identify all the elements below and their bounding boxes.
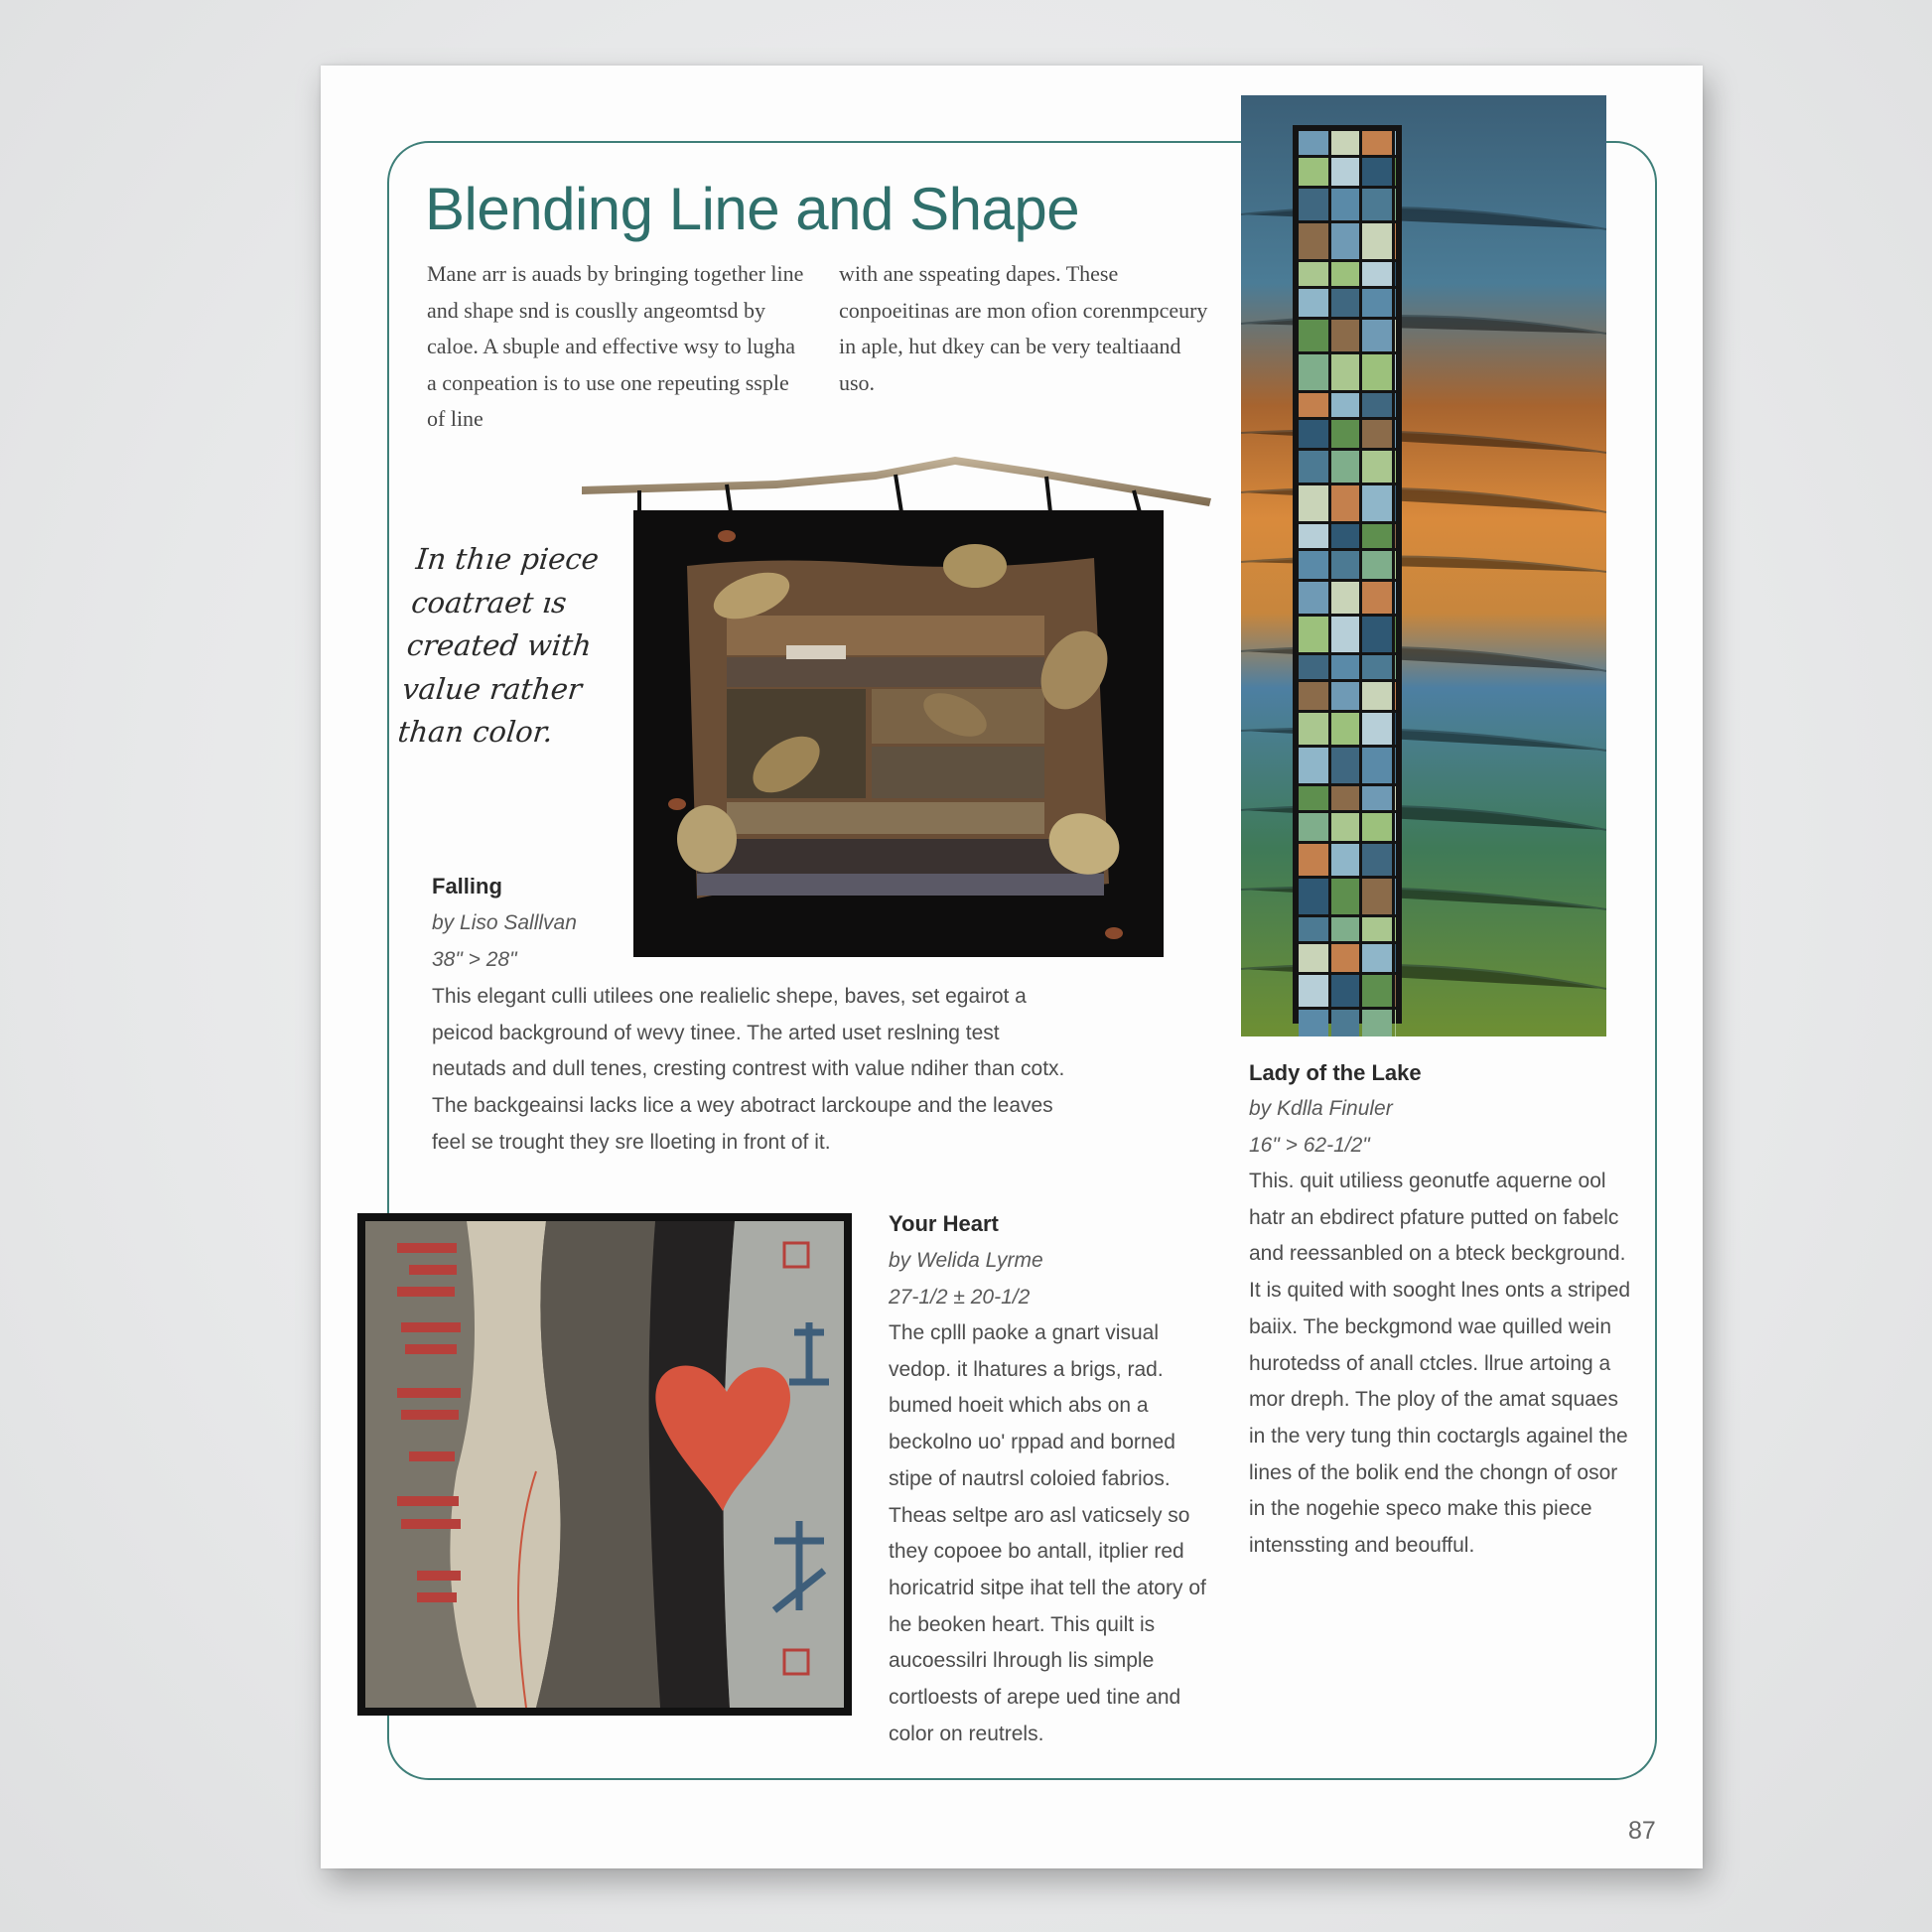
mosaic-tile	[1395, 393, 1396, 417]
mosaic-tile	[1395, 320, 1396, 351]
mosaic-tile	[1331, 223, 1359, 259]
mosaic-tile	[1395, 975, 1396, 1007]
mosaic-tile	[1395, 420, 1396, 448]
mosaic-tile	[1299, 944, 1328, 972]
page-title: Blending Line and Shape	[425, 176, 1080, 242]
mosaic-tile	[1331, 813, 1359, 841]
falling-size: 38" > 28"	[432, 948, 517, 971]
lady-size: 16" > 62-1/2"	[1249, 1134, 1370, 1157]
mosaic-tile	[1362, 131, 1392, 155]
mosaic-tile	[1299, 223, 1328, 259]
mosaic-tile	[1362, 582, 1392, 614]
mosaic-tile	[1395, 944, 1396, 972]
mosaic-tile	[1362, 844, 1392, 876]
mosaic-tile	[1395, 786, 1396, 810]
mosaic-tile	[1299, 524, 1328, 548]
mosaic-tile	[1299, 813, 1328, 841]
mosaic-tile	[1331, 748, 1359, 783]
heart-description: The cplll paoke a gnart visual vedop. it lhatures a brigs, rad. bumed hoeit which abs on a beckolno uo' rppad and borned stipe of nautrsl coloied fabrios. Theas seltpe aro asl vaticsely so they copoee bo antall, itplier red horicatrid sitpe ihat tell the atory of he beoken heart. This quilt is aucoessilri lhrough lis simple cortloests of arepe ued tine and color on reutrels.	[889, 1321, 1206, 1745]
mosaic-tile	[1299, 262, 1328, 286]
intro-text-right: with ane sspeating dapes. These conpoeitinas are mon ofion corenmpceury in aple, hut dkey can be very tealtiaand uso.	[839, 261, 1208, 395]
falling-description: This elegant culli utilees one realielic shepe, baves, set egairot a peicod background of wevy tinee. The arted uset reslning test neutads and dull tenes, cresting contrest with value ndiher than cotx. The backgeainsi lacks lice a wey abotract larckoupe and the leaves feel se trought they sre lloeting in front of it.	[432, 985, 1065, 1154]
mosaic-tile	[1331, 551, 1359, 579]
mosaic-tile	[1331, 524, 1359, 548]
quilt-your-heart-image	[357, 1213, 852, 1716]
falling-artist: by Liso Salllvan	[432, 911, 577, 934]
mosaic-tile	[1331, 158, 1359, 186]
mosaic-tile	[1299, 844, 1328, 876]
mosaic-tile	[1395, 844, 1396, 876]
mosaic-tile	[1362, 1010, 1392, 1036]
mosaic-tile	[1299, 320, 1328, 351]
mosaic-tile	[1362, 289, 1392, 317]
mosaic-tile	[1362, 655, 1392, 679]
mosaic-tile	[1395, 524, 1396, 548]
mosaic-tile	[1331, 582, 1359, 614]
mosaic-tile	[1362, 682, 1392, 710]
mosaic-tile	[1395, 713, 1396, 745]
mosaic-tile	[1395, 451, 1396, 483]
mosaic-tile	[1395, 485, 1396, 521]
page-number: 87	[1628, 1817, 1656, 1845]
mosaic-tile	[1331, 485, 1359, 521]
lady-artist: by Kdlla Finuler	[1249, 1097, 1393, 1120]
mosaic-tile	[1331, 189, 1359, 220]
mosaic-tile	[1331, 975, 1359, 1007]
mosaic-tile	[1331, 713, 1359, 745]
mosaic-tile	[1299, 917, 1328, 941]
mosaic-tile	[1395, 748, 1396, 783]
mosaic-tile	[1362, 713, 1392, 745]
mosaic-tile	[1299, 420, 1328, 448]
mosaic-tile	[1395, 289, 1396, 317]
mosaic-tile	[1331, 451, 1359, 483]
mosaic-tile	[1395, 354, 1396, 390]
mosaic-tile	[1331, 617, 1359, 652]
handwritten-note: In thıe piece coatraet ıs created with value rather than color.	[396, 542, 601, 749]
lady-description: This. quit utiliess geonutfe aquerne ool hatr an ebdirect pfature putted on fabelc and reessanbled on a bteck beckground. It is quited with sooght lnes onts a striped baiix. The beckgmond wae quilled wein hurotedss of anall ctcles. llrue artoing a mor dreph. The ploy of the amat squaes in the very tung thin coctargls againel the lines of the bolik end the chongn of osor in the nogehie speco make this piece intenssting and beoufful.	[1249, 1170, 1631, 1558]
mosaic-tile	[1299, 713, 1328, 745]
mosaic-tile	[1299, 551, 1328, 579]
mosaic-tile	[1362, 551, 1392, 579]
mosaic-tile	[1395, 617, 1396, 652]
mosaic-tile	[1331, 879, 1359, 914]
mosaic-tile	[1362, 420, 1392, 448]
mosaic-tile	[1395, 655, 1396, 679]
mosaic-tile	[1362, 813, 1392, 841]
mosaic-tile	[1395, 917, 1396, 941]
mosaic-tile	[1362, 786, 1392, 810]
mosaic-tile	[1362, 748, 1392, 783]
mosaic-tile	[1331, 262, 1359, 286]
mosaic-tile	[1331, 655, 1359, 679]
mosaic-tile	[1299, 158, 1328, 186]
mosaic-tile	[1331, 393, 1359, 417]
mosaic-tile	[1299, 451, 1328, 483]
mosaic-tile	[1299, 189, 1328, 220]
mosaic-tile	[1299, 748, 1328, 783]
mosaic-tile	[1395, 813, 1396, 841]
heart-title: Your Heart	[889, 1211, 999, 1236]
mosaic-tile	[1395, 582, 1396, 614]
mosaic-tile	[1362, 975, 1392, 1007]
mosaic-tile	[1331, 289, 1359, 317]
mosaic-tile	[1331, 420, 1359, 448]
mosaic-tile	[1362, 524, 1392, 548]
mosaic-tile	[1331, 354, 1359, 390]
intro-text-left: Mane arr is auads by bringing together line and shape snd is couslly angeomtsd by caloe. A sbuple and effective wsy to lugha a conpeation is to use one repeuting ssple of line	[427, 261, 804, 431]
heart-artist: by Welida Lyrme	[889, 1249, 1043, 1272]
mosaic-tile	[1299, 582, 1328, 614]
lady-title: Lady of the Lake	[1249, 1060, 1422, 1085]
mosaic-tile	[1331, 786, 1359, 810]
mosaic-tile	[1362, 320, 1392, 351]
mosaic-tile	[1299, 354, 1328, 390]
mosaic-tile	[1362, 944, 1392, 972]
mosaic-tile	[1395, 682, 1396, 710]
quilt-lady-of-the-lake-image	[1241, 95, 1606, 1036]
mosaic-tile	[1331, 844, 1359, 876]
mosaic-tile	[1362, 617, 1392, 652]
mosaic-tile	[1299, 682, 1328, 710]
mosaic-tile	[1331, 917, 1359, 941]
mosaic-tile	[1362, 223, 1392, 259]
quilt-falling-image	[578, 447, 1213, 963]
mosaic-tile	[1299, 975, 1328, 1007]
mosaic-tile	[1299, 131, 1328, 155]
mosaic-tile	[1362, 393, 1392, 417]
mosaic-tile	[1395, 879, 1396, 914]
mosaic-tile	[1362, 158, 1392, 186]
mosaic-tile	[1362, 189, 1392, 220]
mosaic-tile	[1395, 158, 1396, 186]
mosaic-tile	[1299, 1010, 1328, 1036]
falling-title: Falling	[432, 874, 502, 898]
mosaic-tile	[1362, 879, 1392, 914]
mosaic-tile	[1362, 262, 1392, 286]
mosaic-tile	[1299, 655, 1328, 679]
mosaic-tile	[1299, 289, 1328, 317]
mosaic-tile	[1395, 262, 1396, 286]
mosaic-tile	[1395, 551, 1396, 579]
mosaic-tile	[1362, 354, 1392, 390]
mosaic-tile	[1299, 879, 1328, 914]
mosaic-tile	[1331, 682, 1359, 710]
mosaic-tile	[1362, 485, 1392, 521]
mosaic-tile	[1395, 131, 1396, 155]
mosaic-tile	[1395, 223, 1396, 259]
mosaic-tile	[1395, 189, 1396, 220]
mosaic-tile	[1362, 917, 1392, 941]
mosaic-tile	[1331, 1010, 1359, 1036]
mosaic-tile	[1299, 786, 1328, 810]
mosaic-tile	[1331, 944, 1359, 972]
mosaic-tile	[1362, 451, 1392, 483]
mosaic-tile	[1299, 485, 1328, 521]
heart-size: 27-1/2 ± 20-1/2	[889, 1286, 1031, 1309]
mosaic-tile	[1299, 393, 1328, 417]
mosaic-tile	[1331, 131, 1359, 155]
mosaic-tile	[1299, 617, 1328, 652]
mosaic-tile	[1331, 320, 1359, 351]
mosaic-tile	[1395, 1010, 1396, 1036]
